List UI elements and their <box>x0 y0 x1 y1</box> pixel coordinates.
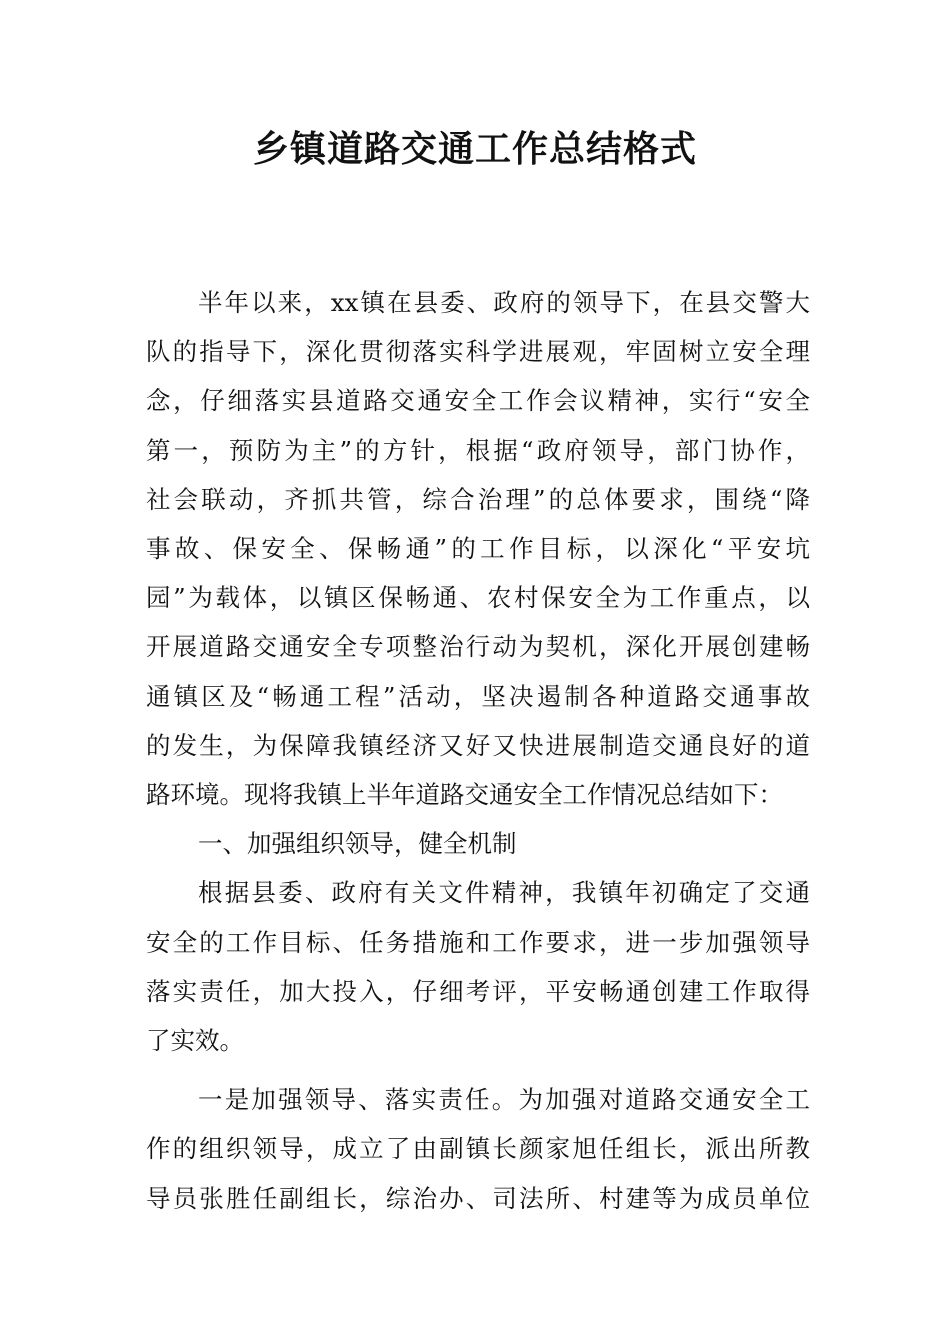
paragraph-point-one <box>146 1075 810 1223</box>
paragraph-line: 的发生，为保障我镇经济又好又快进展制造交通良好的道 <box>146 730 810 760</box>
paragraph-line: 事故、保安全、保畅通”的工作目标，以深化“平安坑 <box>146 534 810 564</box>
paragraph-line: 队的指导下，深化贯彻落实科学进展观，牢固树立安全理 <box>146 337 810 367</box>
section-heading-text: 一、加强组织领导，健全机制 <box>198 829 517 859</box>
paragraph-gap <box>146 1065 810 1075</box>
paragraph-line: 路环境。现将我镇上半年道路交通安全工作情况总结如下： <box>146 780 783 810</box>
paragraph-line: 根据县委、政府有关文件精神，我镇年初确定了交通 <box>198 878 810 908</box>
paragraph-intro <box>146 278 810 819</box>
paragraph-line: 社会联动，齐抓共管，综合治理”的总体要求，围绕“降 <box>146 484 810 514</box>
paragraph-line: 一是加强领导、落实责任。为加强对道路交通安全工 <box>198 1085 810 1115</box>
paragraph-line: 半年以来，xx镇在县委、政府的领导下，在县交警大 <box>198 288 810 317</box>
paragraph-line: 园”为载体，以镇区保畅通、农村保安全为工作重点，以 <box>146 583 810 613</box>
paragraph-section-intro <box>146 868 810 1065</box>
section-heading <box>146 819 810 868</box>
paragraph-line: 通镇区及“畅通工程”活动，坚决遏制各种道路交通事故 <box>146 681 810 711</box>
paragraph-line: 了实效。 <box>146 1026 244 1056</box>
paragraph-line: 安全的工作目标、任务措施和工作要求，进一步加强领导 <box>146 927 810 957</box>
paragraph-line: 开展道路交通安全专项整治行动为契机，深化开展创建畅 <box>146 632 810 662</box>
paragraph-line: 念，仔细落实县道路交通安全工作会议精神，实行“安全 <box>146 386 810 416</box>
paragraph-line: 作的组织领导，成立了由副镇长颜家旭任组长，派出所教 <box>146 1134 810 1164</box>
document-title: 乡镇道路交通工作总结格式 <box>252 129 697 170</box>
paragraph-line: 第一，预防为主”的方针，根据“政府领导，部门协作， <box>146 435 810 465</box>
paragraph-line: 导员张胜任副组长，综治办、司法所、村建等为成员单位 <box>146 1183 810 1213</box>
document-body <box>146 278 810 1223</box>
paragraph-line: 落实责任，加大投入，仔细考评，平安畅通创建工作取得 <box>146 976 810 1006</box>
